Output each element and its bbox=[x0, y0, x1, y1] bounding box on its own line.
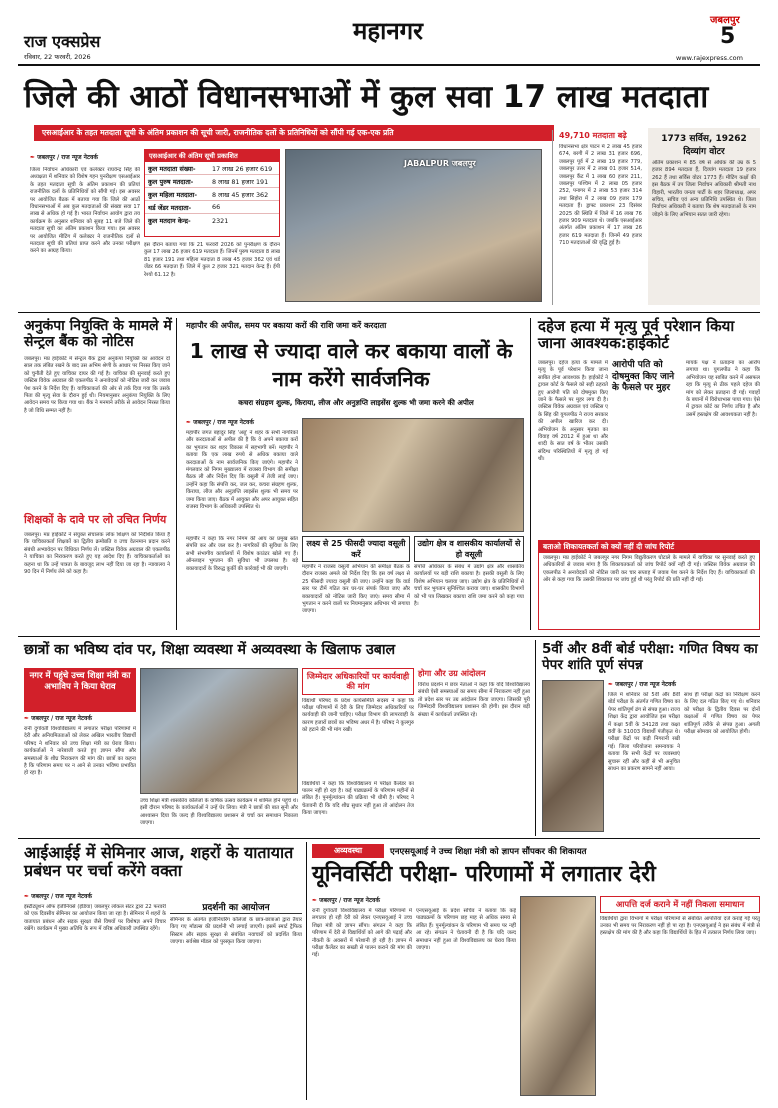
lead-body-2: इस दौरान बताया गया कि 21 फरवरी 2026 को पुनरीक्षण के दौरान कुल 17 लाख 26 हजार 619 मतदाता हैं। जिनमें पुरुष मतदाता 8 लाख 81 हजार 191 तथा महिला मतदाता 8 लाख 45 हजार 362 एवं थर्ड जेंडर 66 मतदाता हैं। जिले में कुल 2 हजार 321 मतदान केन्द्र हैं। ईपी रेश्यो 61.12 है। bbox=[144, 242, 280, 278]
tax-box-a-title: लक्ष्य से 25 फीसदी ज्यादा वसूली करें bbox=[302, 536, 410, 562]
divider bbox=[176, 318, 177, 630]
masthead-city: जबलपुर bbox=[710, 15, 740, 26]
divider bbox=[18, 312, 760, 313]
board-byline: ✒ जबलपुर / राज न्यूज नेटवर्क bbox=[608, 680, 676, 688]
tax-sub: कचरा संग्रहण शुल्क, किराया, लीज और अनुज्ञप्ति लाइसेंस शुल्क भी जमा करने की अपील bbox=[238, 398, 474, 407]
photo-caption: JABALPUR जबलपुर bbox=[404, 159, 476, 168]
shikshak-headline: शिक्षकों के दावे पर लो उचित निर्णय bbox=[24, 513, 167, 526]
univ-headline: यूनिवर्सिटी परीक्षा- परिणामों में लगातार देरी bbox=[312, 862, 656, 887]
tax-byline: ✒ जबलपुर / राज न्यूज नेटवर्क bbox=[186, 418, 254, 426]
lead-body: जिला निर्वाचन अधिकारी एवं कलेक्टर राघवेन्द्र सिंह की अध्यक्षता में शनिवार को विशेष गहन पुनरीक्षण एसआईआर के तहत मतदाता सूची के अंतिम प्रकाशन की प्रतियां राजनीतिक दलों के प्रतिनिधियों को सौंपी गई। इस अवसर पर आयोजित बैठक में बताया गया कि जिले की आठों विधानसभाओं में अब कुल मतदाताओं की संख्या सवा 17 लाख से अधिक हो गई है। भारत निर्वाचन आयोग द्वारा तय कार्यक्रम के अनुसार शनिवार को सुबह 11 बजे जिले की मतदाता सूची का अंतिम प्रकाशन किया गया। इस अवसर पर आयोजित मीटिंग में कलेक्टर ने राजनीतिक दलों से मतदाता सूची की प्रतियां प्राप्त करने और उनका परीक्षण करने का आग्रह किया। bbox=[30, 167, 140, 255]
pradarshan-title: प्रदर्शनी का आयोजन bbox=[170, 900, 302, 914]
chhatra-box-b-title: जिम्मेदार अधिकारियों पर कार्यवाही की मांग bbox=[302, 668, 414, 695]
shikshak-body: जबलपुर। मप्र हाईकोर्ट ने संयुक्त संचालक लोक शिक्षण को निर्देशित किया है कि याचिकाकर्ता शिक्षकों का द्वितीय क्रमोन्नति व उच्च वेतनमान प्रदान करने संबंधी अभ्यावेदन पर विधिवत निर्णय लें। जस्टिस विवेक अग्रवाल की एकलपीठ ने याचिका का निराकरण करते हुए यह आदेश दिए हैं। याचिकाकर्ताओं का कहना था कि उन्हें पात्रता के बावजूद लाभ नहीं दिया जा रहा है। न्यायालय ने 90 दिन में निर्णय लेने को कहा है। bbox=[24, 532, 170, 576]
side-box-2 bbox=[648, 128, 760, 305]
side-box-1-title: 49,710 मतदाता बढ़े bbox=[559, 131, 627, 140]
aapatti-box bbox=[600, 896, 760, 1096]
lead-kicker: एसआईआर के तहत मतदाता सूची के अंतिम प्रकाशन की सूची जारी, राजनीतिक दलों के प्रतिनिधियों को सौंपी गई एक-एक प्रति bbox=[34, 125, 554, 141]
chhatra-box-b bbox=[302, 668, 414, 832]
tax-box-a-body: महापौर ने राजस्व वसूली अभियान की समीक्षा बैठक के दौरान राजस्व अमले को निर्देश दिए कि इस वर्ष लक्ष्य से 25 फीसदी ज्यादा वसूली की जाए। उन्होंने कहा कि वार्ड स्तर पर टीमें गठित कर घर-घर संपर्क किया जाए और बकायादारों को नोटिस जारी किए जाएं। समय सीमा में भुगतान न करने वालों पर नियमानुसार अधिभार भी लगाया जाएगा। bbox=[302, 564, 410, 615]
sir-row-label: थर्ड जेंडर मतदाता- bbox=[148, 203, 192, 212]
divider bbox=[535, 640, 536, 836]
univ-photo bbox=[520, 896, 596, 1096]
website: www.rajexpress.com bbox=[676, 54, 743, 62]
chhatra-byline: ✒ जबलपुर / राज न्यूज नेटवर्क bbox=[24, 714, 92, 722]
section-title: महानगर bbox=[353, 17, 423, 45]
lead-byline: ✒ जबलपुर / राज न्यूज नेटवर्क bbox=[30, 153, 98, 161]
tax-strip: महापौर की अपील, समय पर बकाया करों की राशि जमा करें करदाता bbox=[186, 321, 387, 330]
board-photo bbox=[542, 680, 604, 832]
sir-row-value: 8 लाख 81 हजार 191 bbox=[212, 177, 269, 186]
tax-box-b-body: संपत्ति अधिकार के संबंध में उद्योग क्षेत्र और शासकीय कार्यालयों पर बड़ी राशि बकाया है। इसकी वसूली के लिए विशेष अभियान चलाया जाए। उद्योग क्षेत्र के प्रतिनिधियों से चर्चा कर भुगतान सुनिश्चित कराया जाए। शासकीय विभागों को भी पत्र लिखकर बकाया राशि जमा करने को कहा गया है। bbox=[414, 564, 524, 608]
dahej-body: जबलपुर। दहेज हत्या के मामले में मृत्यु के पूर्व परेशान किया जाना साबित होना आवश्यक है। हाईकोर्ट ने ट्रायल कोर्ट के फैसले को सही ठहराते हुए आरोपी पति को दोषमुक्त किए जाने के फैसले पर मुहर लगा दी है। जस्टिस विवेक अग्रवाल एवं जस्टिस ए के सिंह की युगलपीठ ने राज्य सरकार की अपील खारिज कर दी। अभियोजन के अनुसार मृतका का विवाह वर्ष 2012 में हुआ था और शादी के सात वर्ष के भीतर उसकी संदिग्ध परिस्थितियों में मृत्यु हो गई थी। bbox=[538, 360, 608, 463]
side-box-1-body: विधानसभा क्षेत्र पाटन में 2 लाख 45 हजार 674, बरगी में 2 लाख 31 हजार 696, जबलपुर पूर्व में 2 लाख 19 हजार 779, जबलपुर उत्तर में 2 लाख 01 हजार 514, जबलपुर कैंट में 1 लाख 60 हजार 211, जबलपुर पश्चिम में 2 लाख 05 हजार 252, पनागर में 2 लाख 53 हजार 314 तथा सिहोरा में 2 लाख 09 हजार 179 मतदाता हैं। ड्राफ्ट प्रकाशन 23 दिसंबर 2025 की स्थिति में जिले में 16 लाख 76 हजार 909 मतदाता थे। जबकि एसआईआर अंतर्गत अंतिम प्रकाशन में 17 लाख 26 हजार 619 मतदाता हैं। जिनमें 49 हजार 710 मतदाताओं की वृद्धि हुई है। bbox=[559, 144, 642, 247]
sir-row bbox=[145, 175, 279, 188]
chhatra-body: रानी दुर्गावती विश्वविद्यालय में लगातार परीक्षा परिणामों में देरी और अनियमितताओं को लेकर अखिल भारतीय विद्यार्थी परिषद ने शनिवार को उच्च शिक्षा मंत्री का घेराव किया। कार्यकर्ताओं ने नारेबाजी करते हुए ज्ञापन सौंपा और समस्याओं के शीघ्र निराकरण की मांग की। छात्रों का कहना है कि परिणाम समय पर न आने से उनका भविष्य प्रभावित हो रहा है। bbox=[24, 726, 136, 777]
tax-body: महापौर जगत बहादुर सिंह 'अन्नू' ने शहर के सभी नागरिकों और करदाताओं से अपील की है कि वे अपने बकाया करों का भुगतान कर शहर विकास में सहभागी बनें। महापौर ने बताया कि एक लाख रुपये से अधिक बकाया वाले करदाताओं के नाम सार्वजनिक किए जाएंगे। महापौर ने मंगलवार को निगम मुख्यालय में राजस्व विभाग की समीक्षा बैठक ली और निर्देश दिए कि वसूली में तेजी लाई जाए। उन्होंने कहा कि संपत्ति कर, जल कर, कचरा संग्रहण शुल्क, किराया, लीज और अनुज्ञप्ति लाइसेंस शुल्क भी समय पर जमा किया जाए। बैठक में आयुक्त और अपर आयुक्त सहित राजस्व विभाग के अधिकारी उपस्थित थे। bbox=[186, 430, 298, 511]
iiae-headline: आईआईई में सेमिनार आज, शहरों के यातायात प्रबंधन पर चर्चा करेंगे वक्ता bbox=[24, 843, 294, 881]
sir-row-value: 2321 bbox=[212, 216, 229, 225]
iiae-byline: ✒ जबलपुर / राज न्यूज नेटवर्क bbox=[24, 892, 92, 900]
chhatra-body-2: उच्च शिक्षा मंत्री शासकीय कॉलेजों के वार्षिक उत्सव कार्यक्रम में शामिल होने पहुंचे थे। इसी दौरान परिषद के कार्यकर्ताओं ने उन्हें घेर लिया। मंत्री ने छात्रों की बात सुनी और आश्वासन दिया कि जल्द ही विश्वविद्यालय प्रशासन से चर्चा कर समाधान निकाला जाएगा। bbox=[140, 798, 298, 827]
tax-photo bbox=[302, 418, 524, 532]
chhatra-box-c-body: विरोध प्रदर्शन में छात्र नेताओं ने कहा कि यदि विश्वविद्यालय संबंधी ऐसी समस्याओं का समय सीमा में निराकरण नहीं हुआ तो प्रदेश स्तर पर उग्र आंदोलन किया जाएगा। जिसकी पूरी जिम्मेदारी विश्वविद्यालय प्रशासन की होगी। इस दौरान बड़ी संख्या में कार्यकर्ता उपस्थित रहे। bbox=[418, 682, 530, 718]
iiae-body: इंस्टीट्यूशन ऑफ इंजीनियर्स (इंडिया) जबलपुर लोकल सेंटर द्वारा 22 फरवरी को एक दिवसीय सेमिनार का आयोजन किया जा रहा है। सेमिनार में शहरों के यातायात प्रबंधन और सड़क सुरक्षा जैसे विषयों पर विशेषज्ञ अपने विचार रखेंगे। कार्यक्रम में मुख्य अतिथि के रूप में वरिष्ठ अधिकारी उपस्थित रहेंगे। bbox=[24, 904, 166, 933]
tax-box-a bbox=[302, 536, 410, 628]
bataon-box bbox=[538, 540, 760, 630]
chhatra-box-title: नगर में पहुंचे उच्च शिक्षा मंत्री का अभाविप ने किया घेराव bbox=[29, 671, 131, 692]
aapatti-title: आपत्ति दर्ज कराने में नहीं निकला समाधान bbox=[600, 896, 760, 913]
tax-box-b bbox=[414, 536, 524, 628]
lead-photo bbox=[285, 149, 542, 302]
board-body: जिले में शनिवार को 5वीं और 8वीं बोर्ड परीक्षा के अंतर्गत गणित विषय का पेपर शांतिपूर्ण ढंग से संपन्न हुआ। राज्य शिक्षा केंद्र द्वारा आयोजित इस परीक्षा में कक्षा 5वीं के 34128 तथा कक्षा 8वीं के 31003 विद्यार्थी पंजीकृत थे। परीक्षा केंद्रों पर कड़ी निगरानी रखी गई। जिला परियोजना समन्वयक ने बताया कि सभी केंद्रों पर व्यवस्थाएं सुचारू रहीं और कहीं से भी अनुचित साधन का प्रकरण सामने नहीं आया। bbox=[608, 692, 680, 773]
side-box-2-title: 1773 सर्विस, 19262 दिव्यांग वोटर bbox=[661, 134, 747, 157]
sir-row bbox=[145, 201, 279, 214]
tax-body-2: महापौर ने कहा कि नगर निगम की आय का प्रमुख स्रोत संपत्ति कर और जल कर है। नागरिकों की सुविधा के लिए सभी संभागीय कार्यालयों में विशेष काउंटर खोले गए हैं। ऑनलाइन भुगतान की सुविधा भी उपलब्ध है। बड़े बकायादारों के विरुद्ध कुर्की की कार्रवाई भी की जाएगी। bbox=[186, 536, 298, 572]
univ-tag: अव्यवस्था bbox=[312, 844, 384, 858]
side-box-1 bbox=[552, 130, 642, 305]
univ-body: रानी दुर्गावती विश्वविद्यालय में परीक्षा परिणामों में लगातार हो रही देरी को लेकर एनएसयूआई ने उच्च शिक्षा मंत्री को ज्ञापन सौंपा। संगठन ने कहा कि परिणाम में देरी से विद्यार्थियों को आगे की पढ़ाई और नौकरी के अवसरों में परेशानी हो रही है। ज्ञापन में परीक्षा कैलेंडर का सख्ती से पालन कराने की मांग की गई। bbox=[312, 908, 412, 959]
chhatra-photo bbox=[140, 668, 298, 794]
sir-row-value: 17 लाख 26 हजार 619 bbox=[212, 164, 273, 173]
dahej-body-2: मायके पक्ष ने प्रताड़ना का आरोप लगाया था। युगलपीठ ने कहा कि अभियोजन यह साबित करने में असफल रहा कि मृत्यु से ठीक पहले दहेज की मांग को लेकर प्रताड़ना दी गई। गवाहों के बयानों में विरोधाभास पाया गया। ऐसे में ट्रायल कोर्ट का निर्णय उचित है और उसमें हस्तक्षेप की आवश्यकता नहीं है। bbox=[686, 360, 760, 418]
chhatra-box-c bbox=[418, 668, 530, 832]
sir-row-label: कुल महिला मतदाता- bbox=[148, 190, 198, 199]
univ-top: एनएसयूआई ने उच्च शिक्षा मंत्री को ज्ञापन सौंपकर की शिकायत bbox=[390, 847, 587, 857]
anukampa-body: जबलपुर। मप्र हाईकोर्ट में सेन्ट्रल बैंक द्वारा अनुकंपा नियुक्ति का आवेदन दो साल तक लंबित रखने के बाद उस अभिम श्रेणी के आधार पर निरस्त किए जाने को चुनौती देते हुए याचिका दायर की गई है। याचिका की सुनवाई करते हुए जस्टिस विवेक अग्रवाल की एकलपीठ ने अनावेदकों को नोटिस जारी कर जवाब पेश करने के निर्देश दिए हैं। याचिकाकर्ता की ओर से तर्क दिया गया कि उसके पिता की मृत्यु सेवा के दौरान हुई थी। नियमानुसार अनुकंपा नियुक्ति के लिए आवेदन समय पर किया गया था। बैंक ने मनमाने तरीके से आवेदन निरस्त किया है जो विधि सम्मत नहीं है। bbox=[24, 356, 170, 414]
sir-row bbox=[145, 188, 279, 201]
paper-name: राज एक्सप्रेस bbox=[24, 32, 101, 51]
lead-headline: जिले की आठों विधानसभाओं में कुल सवा 17 लाख मतदाता bbox=[24, 79, 709, 115]
masthead-rule bbox=[18, 64, 760, 66]
pradarshan-box bbox=[170, 900, 302, 1096]
page-number: 5 bbox=[720, 24, 736, 49]
divider bbox=[306, 842, 307, 1100]
anukampa-headline: अनुकंपा नियुक्ति के मामले में सेन्ट्रल बैंक को नोटिस bbox=[24, 318, 172, 351]
sir-row-value: 8 लाख 45 हजार 362 bbox=[212, 190, 269, 199]
dahej-pullquote: आरोपी पति को दोषमुक्त किए जाने के फैसले पर मुहर bbox=[612, 360, 675, 394]
board-headline: 5वीं और 8वीं बोर्ड परीक्षा: गणित विषय का पेपर शांति पूर्ण संपन्न bbox=[542, 641, 758, 673]
sir-row bbox=[145, 214, 279, 227]
univ-body-2: एनएसयूआई के प्रदेश सचिव ने बताया कि कई पाठ्यक्रमों के परिणाम छह माह से अधिक समय से लंबित हैं। पुनर्मूल्यांकन के परिणाम भी समय पर नहीं आ रहे। संगठन ने चेतावनी दी है कि यदि जल्द समाधान नहीं हुआ तो विश्वविद्यालय का घेराव किया जाएगा। bbox=[416, 908, 516, 952]
tax-box-b-title: उद्योग क्षेत्र व शासकीय कार्यालयों से हो वसूली bbox=[414, 536, 524, 562]
chhatra-box-c-title: होगा और उग्र आंदोलन bbox=[418, 668, 486, 678]
chhatra-body-3: विद्यार्थियों ने कहा कि विश्वविद्यालय में परीक्षा कैलेंडर का पालन नहीं हो रहा है। कई पाठ्यक्रमों के परिणाम महीनों से लंबित हैं। पुनर्मूल्यांकन की प्रक्रिया भी धीमी है। परिषद ने चेतावनी दी कि यदि शीघ्र सुधार नहीं हुआ तो आंदोलन तेज किया जाएगा। bbox=[302, 780, 414, 817]
divider bbox=[18, 838, 760, 839]
sir-row-value: 66 bbox=[212, 203, 221, 211]
tax-headline: 1 लाख से ज्यादा वाले कर बकाया वालों के नाम करेंगे सार्वजनिक bbox=[189, 339, 513, 391]
masthead-date: रविवार, 22 फरवरी, 2026 bbox=[24, 53, 91, 61]
divider bbox=[18, 636, 760, 637]
sir-box bbox=[144, 149, 280, 237]
divider bbox=[530, 318, 531, 630]
chhatra-headline: छात्रों का भविष्य दांव पर, शिक्षा व्यवस्था में अव्यवस्था के खिलाफ उबाल bbox=[24, 642, 396, 658]
pradarshan-body: सेमिनार के अंतर्गत इंजीनियरिंग कॉलेजों के छात्र-छात्राओं द्वारा तैयार किए गए मॉडल्स की प्रदर्शनी भी लगाई जाएगी। इसमें स्मार्ट ट्रैफिक सिस्टम और सड़क सुरक्षा से संबंधित नवाचारों को प्रदर्शित किया जाएगा। सर्वश्रेष्ठ मॉडल को पुरस्कृत किया जाएगा। bbox=[170, 917, 302, 946]
side-box-2-body: अंतिम प्रकाशन में 85 वर्ष से अधिक की उम्र के 5 हजार 894 मतदाता हैं, दिव्यांग मतदाता 19 हजार 262 हैं तथा सर्विस वोटर 1773 हैं। मीटिंग कक्षों की इस बैठक में उप जिला निर्वाचन अधिकारी श्रीमती नाथ विहारी, भारतीय जनता पार्टी के शहर जिलाध्यक्ष, अपर सचिव, सचिव एवं अन्य प्रतिनिधि उपस्थित थे। जिला निर्वाचन अधिकारी ने बताया कि शेष मतदाताओं के नाम जोड़ने के लिए अभियान सतत जारी रहेगा। bbox=[652, 160, 756, 218]
chhatra-box-b-body: विद्यार्थी परिषद के प्रदेश कार्यसमिति सदस्य ने कहा कि परीक्षा परिणामों में देरी के लिए जिम्मेदार अधिकारियों पर कार्यवाही की जानी चाहिए। परीक्षा विभाग की लापरवाही के कारण हजारों छात्रों का भविष्य अधर में है। परिषद ने कुलगुरु को हटाने की भी मांग रखी। bbox=[302, 697, 414, 734]
dahej-headline: दहेज हत्या में मृत्यु पूर्व परेशान किया जाना आवश्यक:हाईकोर्ट bbox=[538, 317, 735, 353]
sir-row-label: कुल पुरुष मतदाता- bbox=[148, 177, 194, 186]
chhatra-box bbox=[24, 668, 136, 712]
bataon-body: जबलपुर। मप्र हाईकोर्ट ने जबलपुर नगर निगम विद्युतीकरण घोटाले के मामले में याचिका पर सुनवाई करते हुए अधिकारियों से जवाब मांगा है कि शिकायतकर्ता को जांच रिपोर्ट क्यों नहीं दी गई। जस्टिस विवेक अग्रवाल की एकलपीठ ने अनावेदकों को नोटिस जारी कर चार सप्ताह में जवाब पेश करने के निर्देश दिए हैं। याचिकाकर्ता की ओर से कहा गया कि उसकी शिकायत पर जांच हुई थी परंतु रिपोर्ट की प्रति नहीं दी गई। bbox=[543, 555, 755, 584]
board-body-2: साथ ही परीक्षा केंद्रों का निरीक्षण करने के लिए दल गठित किए गए थे। शनिवार को परीक्षा के द्वितीय दिवस पर दोनों कक्षाओं में गणित विषय का पेपर शांतिपूर्ण तरीके से संपन्न हुआ। अगली परीक्षा सोमवार को आयोजित होगी। bbox=[684, 692, 760, 736]
sir-row-label: कुल मतदान केन्द्र- bbox=[148, 217, 191, 225]
sir-row-label: कुल मतदाता संख्या- bbox=[148, 164, 196, 173]
univ-byline: ✒ जबलपुर / राज न्यूज नेटवर्क bbox=[312, 896, 380, 904]
aapatti-body: विद्यार्थियों द्वारा विभागों में परीक्षा परिणामों से संबंधित आपत्तियां दर्ज कराई गईं परंतु उनका भी समय पर निराकरण नहीं हो पा रहा है। एनएसयूआई ने इस संबंध में मंत्री से हस्तक्षेप की मांग की है और कहा कि विद्यार्थियों के हित में तत्काल निर्णय लिया जाए। bbox=[600, 915, 760, 937]
bataon-title: बताओ शिकायतकर्ता को क्यों नहीं दी जांच रिपोर्ट bbox=[539, 541, 759, 553]
sir-box-title: एसआईआर की अंतिम सूची प्रकाशित bbox=[145, 150, 279, 162]
sir-row bbox=[145, 162, 279, 175]
masthead bbox=[18, 8, 760, 66]
